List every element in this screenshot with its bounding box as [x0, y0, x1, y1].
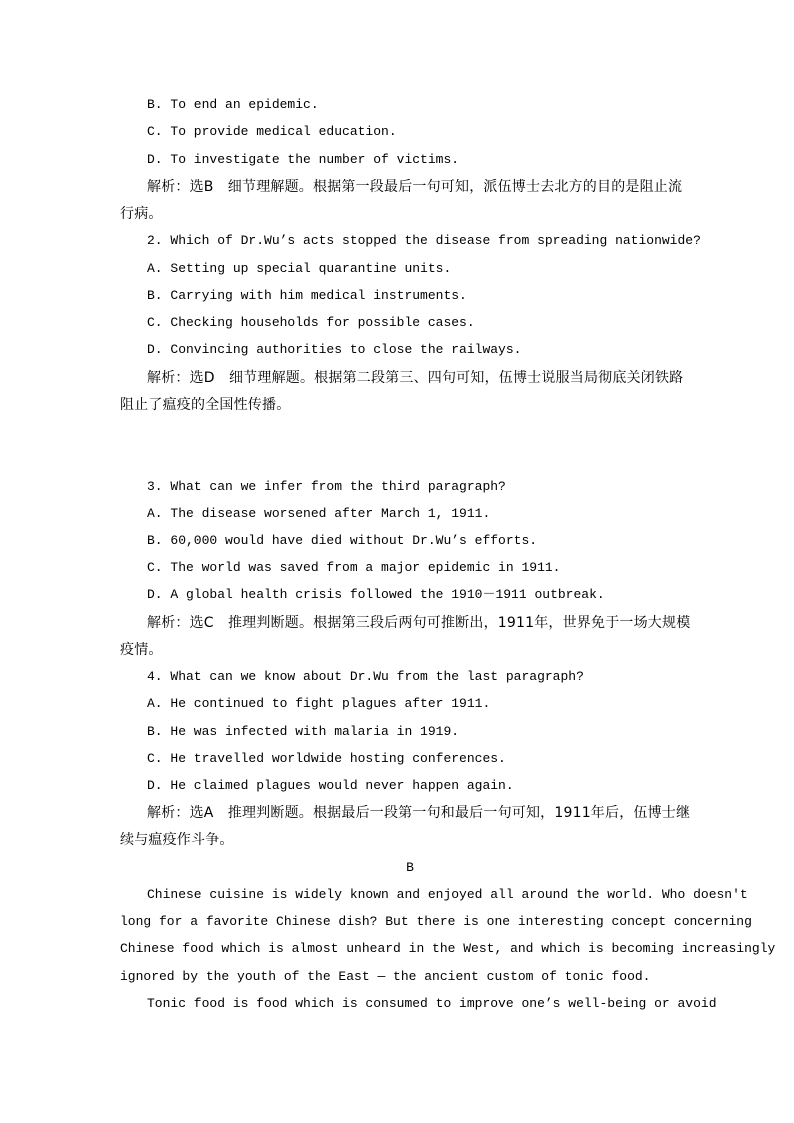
q4-option-d: D. He claimed plagues would never happen again.: [147, 778, 514, 793]
q3-analysis-line1: 解析：选C 推理判断题。根据第三段后两句可推断出，1911年，世界免于一场大规模: [147, 615, 691, 631]
q3-option-c: C. The world was saved from a major epidemic in 1911.: [147, 560, 561, 575]
q2-option-a: A. Setting up special quarantine units.: [147, 261, 452, 276]
q1-analysis-line2: 行病。: [120, 206, 163, 222]
q2-option-d: D. Convincing authorities to close the railways.: [147, 342, 522, 357]
q1-option-c: C. To provide medical education.: [147, 124, 397, 139]
passage-line-3: Chinese food which is almost unheard in the West, and which is becoming increasingly: [120, 941, 776, 956]
q3-question: 3. What can we infer from the third paragraph?: [147, 479, 506, 494]
q1-option-b: B. To end an epidemic.: [147, 97, 319, 112]
q1-analysis-line1: 解析：选B 细节理解题。根据第一段最后一句可知，派伍博士去北方的目的是阻止流: [147, 179, 683, 195]
section-heading-b: B: [406, 860, 414, 875]
q4-analysis-line1: 解析：选A 推理判断题。根据最后一段第一句和最后一句可知，1911年后，伍博士继: [147, 805, 691, 821]
q4-option-b: B. He was infected with malaria in 1919.: [147, 724, 460, 739]
q1-option-d: D. To investigate the number of victims.: [147, 152, 460, 167]
q2-analysis-line2: 阻止了瘟疫的全国性传播。: [120, 397, 291, 413]
q4-option-c: C. He travelled worldwide hosting conferences.: [147, 751, 506, 766]
q3-analysis-line2: 疫情。: [120, 642, 163, 658]
q3-option-d: D. A global health crisis followed the 1910－1911 outbreak.: [147, 587, 605, 602]
q2-option-c: C. Checking households for possible cases.: [147, 315, 475, 330]
passage-line-1: Chinese cuisine is widely known and enjoyed all around the world. Who doesn't: [147, 887, 748, 902]
q4-analysis-line2: 续与瘟疫作斗争。: [120, 832, 234, 848]
passage-line-5: Tonic food is food which is consumed to improve one’s well-being or avoid: [147, 996, 717, 1011]
q3-option-a: A. The disease worsened after March 1, 1911.: [147, 506, 491, 521]
passage-line-4: ignored by the youth of the East — the ancient custom of tonic food.: [120, 969, 651, 984]
q2-question: 2. Which of Dr.Wu’s acts stopped the disease from spreading nationwide?: [147, 233, 701, 248]
passage-line-2: long for a favorite Chinese dish? But there is one interesting concept concerning: [120, 914, 752, 929]
q2-option-b: B. Carrying with him medical instruments.: [147, 288, 467, 303]
q4-question: 4. What can we know about Dr.Wu from the last paragraph?: [147, 669, 584, 684]
q2-analysis-line1: 解析：选D 细节理解题。根据第二段第三、四句可知，伍博士说服当局彻底关闭铁路: [147, 370, 684, 386]
q4-option-a: A. He continued to fight plagues after 1911.: [147, 696, 491, 711]
q3-option-b: B. 60,000 would have died without Dr.Wu’s efforts.: [147, 533, 538, 548]
